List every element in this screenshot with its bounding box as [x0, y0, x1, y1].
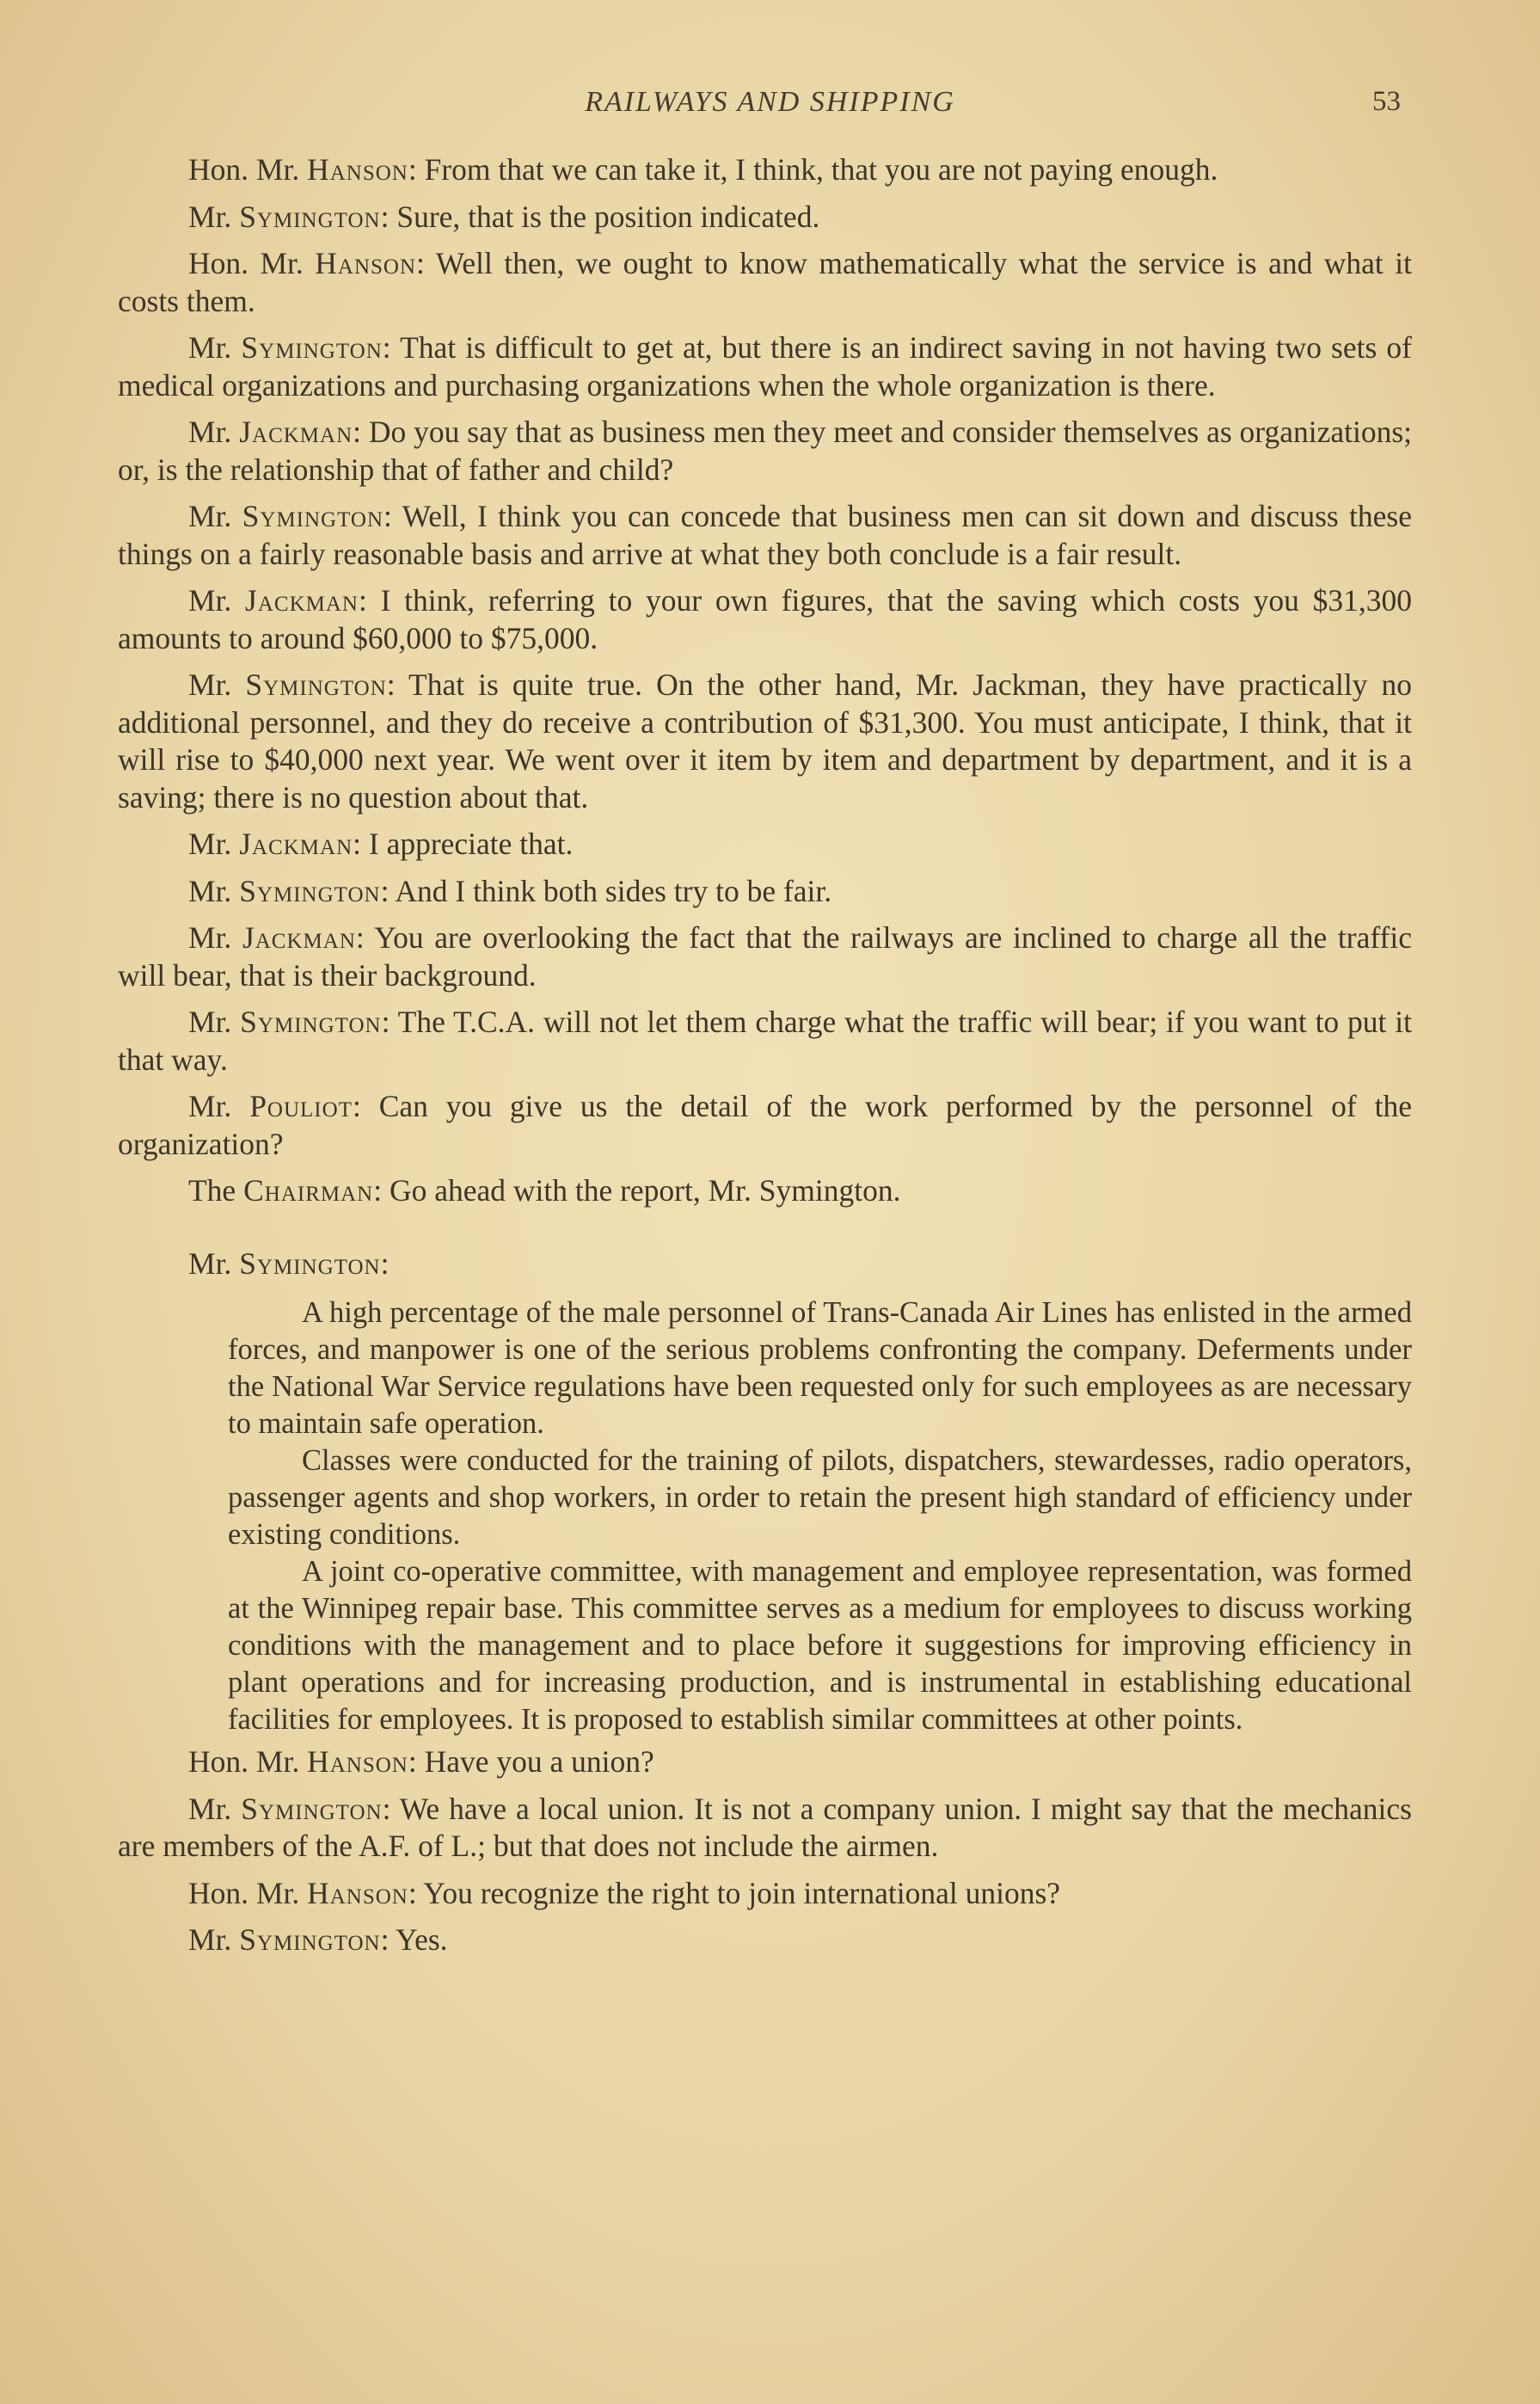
- speaker-name: Symington: [245, 667, 387, 702]
- speaker-name: Hanson: [315, 246, 417, 280]
- dialogue-paragraph: Mr. Jackman: I appreciate that.: [188, 827, 574, 861]
- speech-text: We have a local union. It is not a company union. I might say that the mechanics are members of the A.F. of L.; but that does not include the airmen.: [118, 1791, 1412, 1863]
- speaker-name: Hanson: [307, 152, 408, 187]
- speaker-name: Symington: [241, 330, 383, 365]
- speaker-prefix: Hon. Mr.: [188, 152, 308, 187]
- speech-text: Go ahead with the report, Mr. Symington.: [389, 1173, 901, 1208]
- speaker-prefix: Mr.: [188, 1922, 240, 1957]
- dialogue-paragraph: Mr. Symington: Sure, that is the position indicated.: [188, 199, 820, 234]
- speech-text: Well, I think you can concede that business men can sit down and discuss these things on a fairly reasonable basis and arrive at what they both conclude is a fair result.: [118, 499, 1412, 571]
- page-number: 53: [1372, 86, 1401, 117]
- speaker-prefix: Mr.: [188, 1005, 241, 1039]
- speech-text: I appreciate that.: [368, 827, 574, 861]
- speaker-prefix: Mr.: [188, 1245, 240, 1281]
- speaker-prefix: The: [188, 1173, 244, 1208]
- speaker-name: Symington: [240, 1005, 382, 1039]
- dialogue-paragraph: Mr. Symington: That is difficult to get at, but there is an indirect saving in not having two sets of medical organizations and purchasing organizations when the whole organization is there.: [118, 330, 1412, 403]
- report-speaker: Mr. Symington:: [188, 1245, 390, 1281]
- dialogue-paragraph: Hon. Mr. Hanson: From that we can take it, I think, that you are not paying enough.: [188, 152, 1218, 187]
- report-paragraph: A high percentage of the male personnel of Trans-Canada Air Lines has enlisted in the armed forces, and manpower is one of the serious problems confronting the company. Deferments under the National War Service regulations have been requested only for such employees as are necessary to maintain safe operation.: [228, 1296, 1412, 1440]
- speaker-name: Jackman: [239, 827, 353, 861]
- speaker-prefix: Hon. Mr.: [188, 1744, 308, 1779]
- speech-text: You recognize the right to join international unions?: [423, 1875, 1061, 1910]
- speaker-prefix: Mr.: [188, 667, 246, 702]
- speaker-prefix: Mr.: [188, 499, 242, 533]
- dialogue-paragraph: Mr. Symington: Yes.: [188, 1922, 448, 1957]
- speaker-prefix: Mr.: [188, 583, 246, 618]
- speaker-name: Pouliot: [249, 1089, 353, 1123]
- speech-text: And I think both sides try to be fair.: [395, 873, 832, 908]
- speaker-name: Symington: [239, 873, 381, 908]
- dialogue-paragraph: Mr. Symington: The T.C.A. will not let them charge what the traffic will bear; if you want to put it that way.: [118, 1005, 1412, 1077]
- dialogue-paragraph: Mr. Symington: That is quite true. On the other hand, Mr. Jackman, they have practically no additional personnel, and they do receive a contribution of $31,300. You must anticipate, I think, that it will rise to $40,000 next year. We went over it item by item and department by department, and it is a saving; there is no question about that.: [118, 667, 1412, 815]
- speech-text: Do you say that as business men they meet and consider themselves as organizations; or, is the relationship that of father and child?: [118, 415, 1412, 487]
- speech-text: Have you a union?: [424, 1744, 654, 1779]
- section-spacer: [118, 1220, 1412, 1245]
- report-paragraph: A joint co-operative committee, with management and employee representation, was formed at the Winnipeg repair base. This committee serves as a medium for employees to discuss working conditions with the management and to place before it suggestions for improving efficiency in plant operations and for increasing production, and is instrumental in establishing educational facilities for employees. It is proposed to establish similar committees at other points.: [228, 1555, 1412, 1736]
- report-paragraph: Classes were conducted for the training of pilots, dispatchers, stewardesses, radio operators, passenger agents and shop workers, in order to retain the present high standard of efficiency under existing conditions.: [228, 1444, 1412, 1551]
- dialogue-paragraph: Mr. Jackman: Do you say that as business men they meet and consider themselves as organizations; or, is the relationship that of father and child?: [118, 415, 1412, 487]
- speaker-name: Symington: [242, 499, 384, 533]
- dialogue-section: [118, 151, 1412, 1210]
- speaker-prefix: Mr.: [188, 827, 240, 861]
- speaker-prefix: Mr.: [188, 1089, 250, 1123]
- dialogue-paragraph: Hon. Mr. Hanson: Have you a union?: [188, 1744, 654, 1779]
- speech-text: I think, referring to your own figures, that the saving which costs you $31,300 amounts to around $60,000 to $75,000.: [118, 583, 1412, 655]
- speaker-name: Jackman: [239, 415, 353, 449]
- speaker-prefix: Hon. Mr.: [188, 246, 316, 280]
- speaker-name: Symington: [239, 1245, 381, 1281]
- dialogue-paragraph: Mr. Symington: We have a local union. It is not a company union. I might say that the mechanics are members of the A.F. of L.; but that does not include the airmen.: [118, 1791, 1412, 1863]
- speaker-prefix: Mr.: [188, 873, 240, 908]
- dialogue-paragraph: Mr. Jackman: You are overlooking the fact that the railways are inclined to charge all the traffic will bear, that is their background.: [118, 920, 1412, 993]
- closing-dialogue: [118, 1743, 1412, 1959]
- speaker-prefix: Mr.: [188, 1791, 242, 1826]
- speech-text: Can you give us the detail of the work performed by the personnel of the organization?: [118, 1089, 1412, 1161]
- speaker-name: Chairman: [243, 1173, 374, 1208]
- speaker-name: Hanson: [307, 1744, 408, 1779]
- speaker-name: Symington: [239, 199, 381, 234]
- page-body: [118, 151, 1412, 1969]
- dialogue-paragraph: Hon. Mr. Hanson: You recognize the right to join international unions?: [188, 1875, 1061, 1910]
- speech-text: The T.C.A. will not let them charge what the traffic will bear; if you want to put it that way.: [118, 1005, 1412, 1077]
- speaker-name: Symington: [239, 1922, 381, 1957]
- speech-text: You are overlooking the fact that the railways are inclined to charge all the traffic will bear, that is their background.: [118, 920, 1412, 993]
- dialogue-paragraph: Mr. Jackman: I think, referring to your own figures, that the saving which costs you $31,300 amounts to around $60,000 to $75,000.: [118, 583, 1412, 655]
- page-header: [0, 86, 1540, 129]
- dialogue-paragraph: The Chairman: Go ahead with the report, Mr. Symington.: [188, 1173, 901, 1208]
- dialogue-paragraph: Mr. Symington: And I think both sides try to be fair.: [188, 873, 832, 908]
- speaker-prefix: Mr.: [188, 415, 240, 449]
- speaker-prefix: Mr.: [188, 199, 240, 234]
- dialogue-paragraph: Mr. Pouliot: Can you give us the detail of the work performed by the personnel of the organization?: [118, 1089, 1412, 1161]
- report-quote: [228, 1294, 1412, 1738]
- speech-text: Yes.: [396, 1922, 448, 1957]
- speech-text: From that we can take it, I think, that you are not paying enough.: [424, 152, 1218, 187]
- running-title: RAILWAYS AND SHIPPING: [585, 86, 955, 118]
- speech-text: That is quite true. On the other hand, Mr. Jackman, they have practically no additional personnel, and they do receive a contribution of $31,300. You must anticipate, I think, that it will rise to $40,000 next year. We went over it item by item and department by department, and it is a saving; there is no question about that.: [118, 667, 1412, 815]
- dialogue-paragraph: Mr. Symington: Well, I think you can concede that business men can sit down and discuss these things on a fairly reasonable basis and arrive at what they both conclude is a fair result.: [118, 499, 1412, 571]
- speaker-name: Hanson: [307, 1875, 408, 1910]
- speaker-prefix: Mr.: [188, 330, 242, 365]
- speaker-name: Symington: [241, 1791, 383, 1826]
- speech-text: Well then, we ought to know mathematically what the service is and what it costs them.: [118, 246, 1412, 318]
- dialogue-paragraph: Hon. Mr. Hanson: Well then, we ought to know mathematically what the service is and what it costs them.: [118, 246, 1412, 318]
- speech-text: Sure, that is the position indicated.: [396, 199, 820, 234]
- speaker-prefix: Hon. Mr.: [188, 1875, 308, 1910]
- speaker-name: Jackman: [245, 583, 359, 618]
- speaker-prefix: Mr.: [188, 920, 242, 955]
- speaker-name: Jackman: [242, 920, 356, 955]
- speech-text: That is difficult to get at, but there is an indirect saving in not having two sets of medical organizations and purchasing organizations when the whole organization is there.: [118, 330, 1412, 403]
